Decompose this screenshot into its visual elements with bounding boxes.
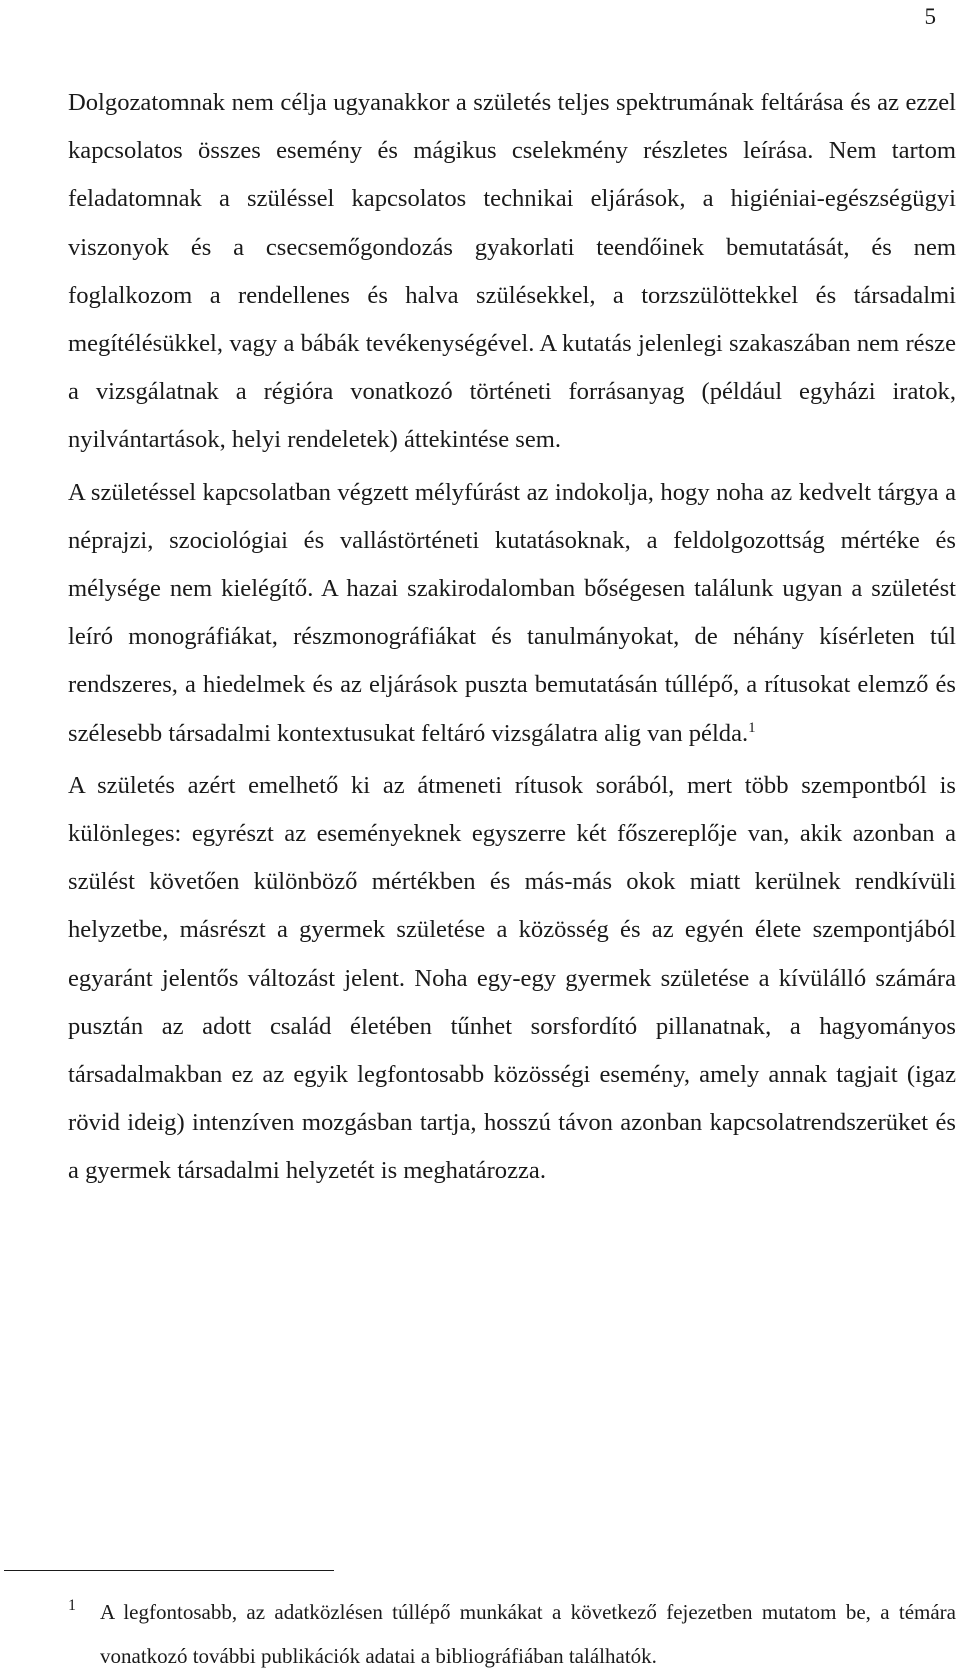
paragraph-2 xyxy=(68,469,956,758)
footnote-divider xyxy=(4,1570,334,1571)
footnote-reference[interactable]: 1 xyxy=(748,719,756,736)
paragraph-2-text: A születéssel kapcsolatban végzett mélyfúrást az indokolja, hogy noha az kedvelt tárgya a néprajzi, szociológiai és vallástörténeti kutatásoknak, a feldolgozottság mértéke és mélysége nem kielégítő. A hazai szakirodalomban bőségesen találunk ugyan a születést leíró monográfiákat, részmonográfiákat és tanulmányokat, de néhány kísérleten túl rendszeres, a hiedelmek és az eljárások puszta bemutatásán túllépő, a rítusokat elemző és szélesebb társadalmi kontextusukat feltáró vizsgálatra alig van példa. xyxy=(68,478,956,747)
paragraph-3: A születés azért emelhető ki az átmeneti rítusok sorából, mert több szempontból is különleges: egyrészt az eseményeknek egyszerre két főszereplője van, akik azonban a szülést követően különböző mértékben és más-más okok miatt kerülnek rendkívüli helyzetbe, másrészt a gyermek születése a közösség és az egyén élete szempontjából egyaránt jelentős változást jelent. Noha egy-egy gyermek születése a kívülálló számára pusztán az adott család életében tűnhet sorsfordító pillanatnak, a hagyományos társadalmakban ez az egyik legfontosabb közösségi esemény, amely annak tagjait (igaz rövid ideig) intenzíven mozgásban tartja, hosszú távon azonban kapcsolatrendszerüket és a gyermek társadalmi helyzetét is meghatározza. xyxy=(68,771,956,1185)
footnote-marker: 1 xyxy=(68,1597,76,1614)
body-text xyxy=(68,79,956,1196)
paragraph-1: Dolgozatomnak nem célja ugyanakkor a születés teljes spektrumának feltárása és az ezzel kapcsolatos összes esemény és mágikus cselekmény részletes leírása. Nem tartom feladatomnak a szüléssel kapcsolatos technikai eljárások, a higiéniai-egészségügyi viszonyok és a csecsemőgondozás gyakorlati teendőinek bemutatását, és nem foglalkozom a rendellenes és halva szülésekkel, a torzszülöttekkel és társadalmi megítélésükkel, vagy a bábák tevékenységével. A kutatás jelenlegi szakaszában nem része a vizsgálatnak a régióra vonatkozó történeti forrásanyag (például egyházi iratok, nyilvántartások, helyi rendeletek) áttekintése sem. xyxy=(68,89,956,454)
page-number: 5 xyxy=(924,4,936,29)
footnote-text: A legfontosabb, az adatközlésen túllépő munkákat a következő fejezetben mutatom be, a témára vonatkozó további publikációk adatai a bibliográfiában találhatók. xyxy=(100,1600,956,1668)
footnote xyxy=(68,1590,956,1678)
